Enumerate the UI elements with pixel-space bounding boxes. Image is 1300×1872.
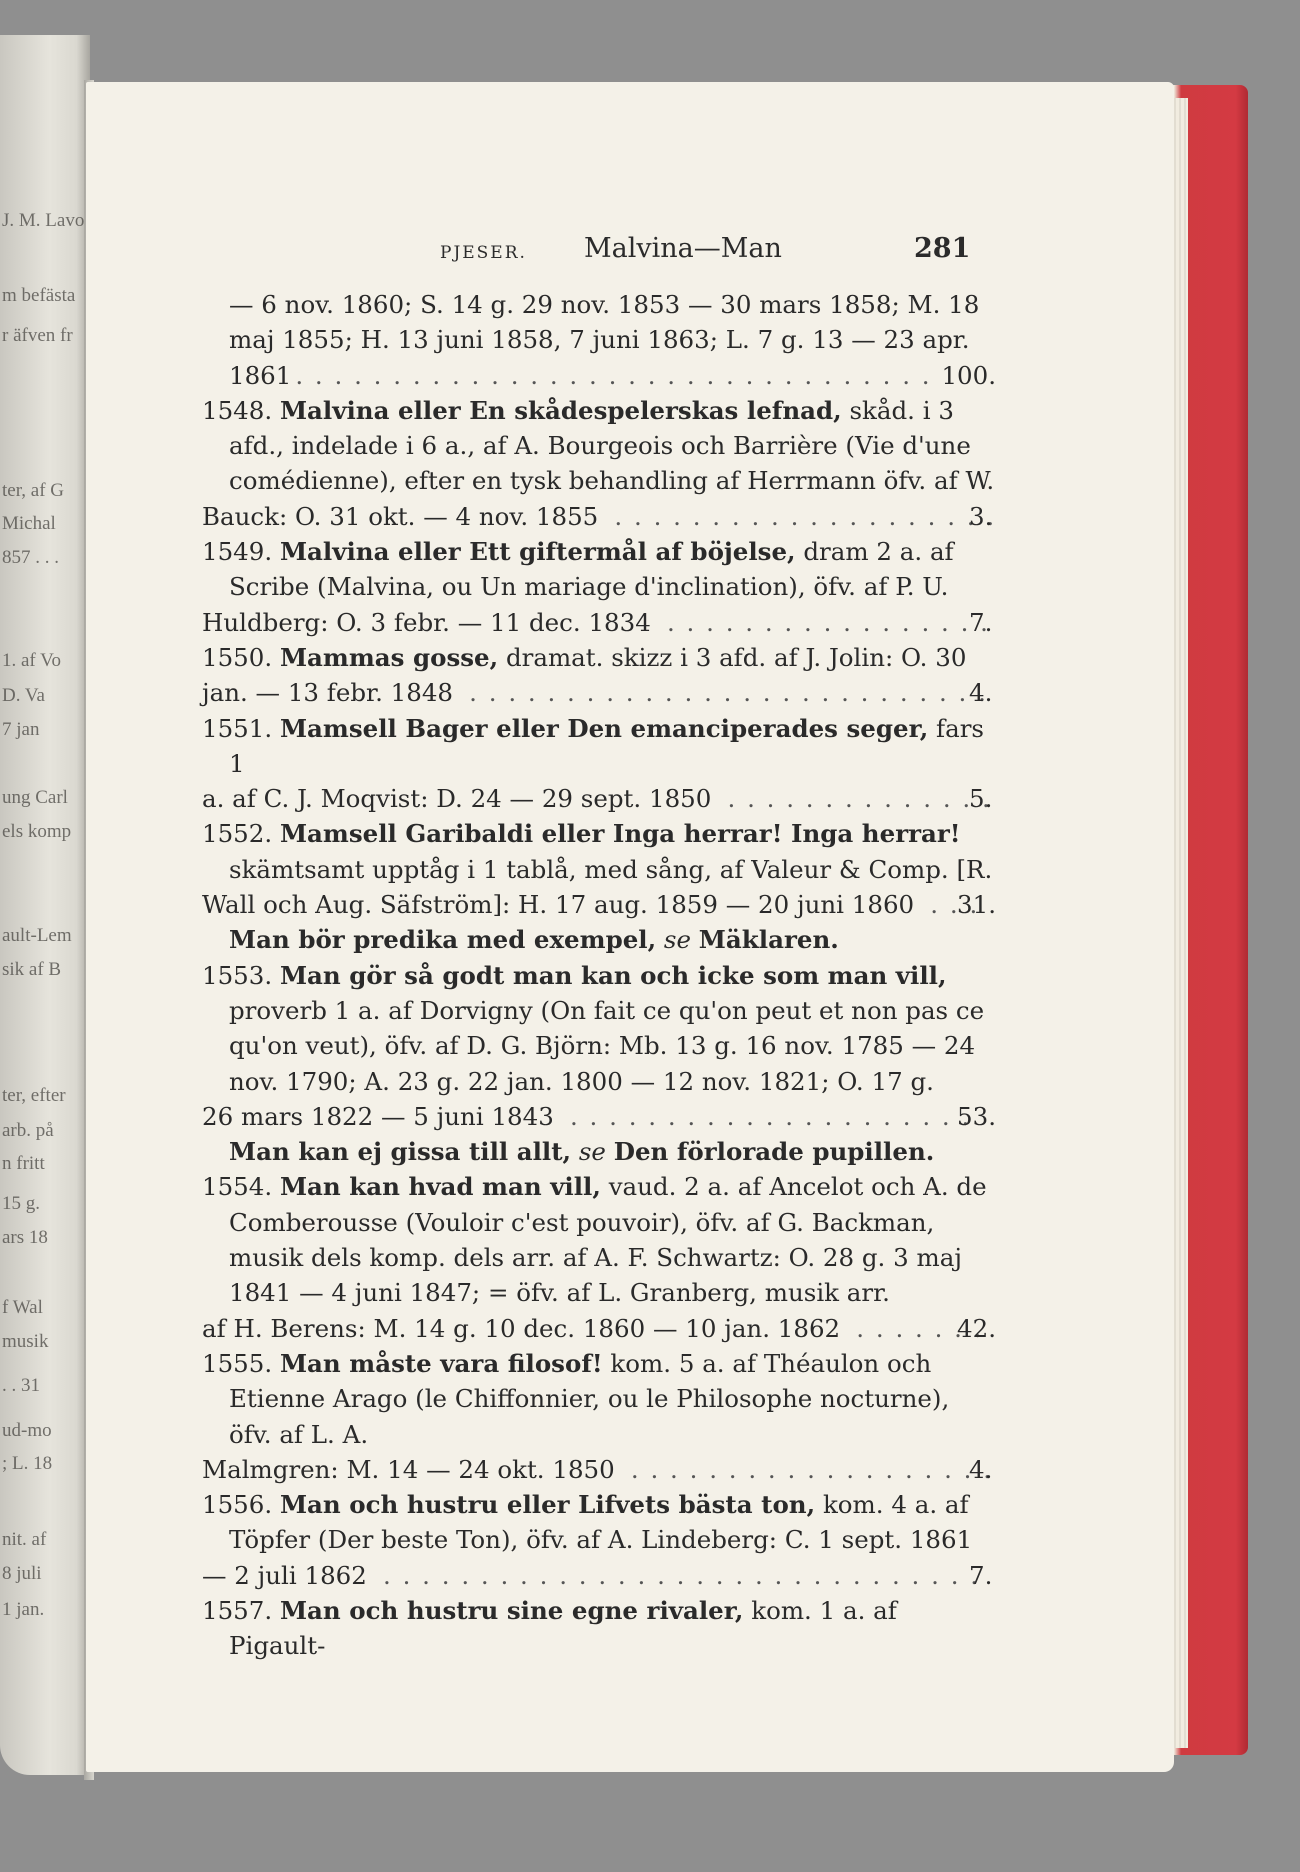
left-page-fragment: ; L. 18 [2, 1453, 53, 1474]
left-page-fragment: arb. på [2, 1120, 54, 1141]
see-title: Man kan ej gissa till allt, [229, 1137, 572, 1167]
left-page-fragment: ars 18 [2, 1227, 48, 1248]
entry-last-line: Huldberg: O. 3 febr. — 11 dec. 1834 [202, 607, 651, 637]
entry-title: Mamsell Garibaldi eller Inga herrar! Inga herrar! [279, 819, 961, 849]
entry-number: 1555. [202, 1348, 273, 1378]
cross-reference [202, 1134, 996, 1169]
left-page-fragment: 1. af Vo [2, 650, 61, 671]
entry-last-line: Wall och Aug. Säfström]: H. 17 aug. 1859 — 20 juni 1860 [202, 890, 915, 920]
left-page-fragment: ter, af G [2, 480, 65, 501]
entry-last-line: Malmgren: M. 14 — 24 okt. 1850 [202, 1454, 615, 1484]
leader-line [202, 887, 996, 922]
left-page-fragment: Michal [2, 513, 56, 534]
entry-1557 [202, 1593, 996, 1664]
leader-line: jan. — 13 febr. 1848 . . . 4. [229, 675, 996, 710]
performance-count: 53. [957, 1101, 996, 1131]
left-page-fragment: . . 31 [2, 1375, 40, 1396]
entry-1548 [202, 393, 996, 534]
left-page-fragment: ud-mo [2, 1420, 52, 1441]
entry-title: Man gör så godt man kan och icke som man vill, [279, 960, 947, 990]
entry-title: Mammas gosse, [279, 642, 499, 672]
leader-line [202, 1099, 996, 1134]
entry-body: skämtsamt upptåg i 1 tablå, med sång, af Valeur & Comp. [R. [229, 854, 993, 884]
left-page-fragment: 1 jan. [2, 1599, 45, 1620]
left-page-fragment: J. M. Lavo [2, 210, 85, 231]
entry-1549 [202, 534, 996, 640]
entry-number: 1553. [202, 960, 273, 990]
entry-number: 1556. [202, 1490, 273, 1520]
left-page-fragment: m befästa [2, 285, 76, 306]
running-header [0, 233, 1300, 267]
left-page-fragment: ault-Lem [2, 925, 72, 946]
entry-title: Man måste vara filosof! [279, 1348, 603, 1378]
dot-leader [371, 1558, 992, 1593]
see-target: Den förlorade pupillen. [613, 1137, 935, 1167]
entry-number: 1551. [202, 713, 273, 743]
leader-line: Huldberg: O. 3 febr. — 11 dec. 1834 . . . 7. [229, 605, 996, 640]
entry-last-line: a. af C. J. Moqvist: D. 24 — 29 sept. 1850 [202, 784, 712, 814]
entry-title: Man och hustru sine egne rivaler, [279, 1595, 744, 1625]
left-page-edge [0, 35, 90, 1775]
entry-list [202, 287, 996, 1664]
left-page-fragment: sik af B [2, 959, 62, 980]
entry-number: 1557. [202, 1595, 273, 1625]
entry-last-line: jan. — 13 febr. 1848 [202, 678, 454, 708]
entry-body: kom. 1 a. af Pigault- [229, 1595, 897, 1661]
entry-title: Malvina eller Ett giftermål af böjelse, [279, 537, 796, 567]
entry-last-line: 26 mars 1822 — 5 juni 1843 [202, 1101, 554, 1131]
entry-last-line: Bauck: O. 31 okt. — 4 nov. 1855 [202, 501, 599, 531]
dot-leader [602, 499, 992, 534]
entry-number: 1554. [202, 1172, 273, 1202]
dot-leader [715, 781, 992, 816]
left-page-fragment: n fritt [2, 1153, 45, 1174]
entry-title: Mamsell Bager eller Den emanciperades seger, [279, 713, 929, 743]
entry-body: dram 2 a. af Scribe (Malvina, ou Un mariage d'inclination), öfv. af P. U. [229, 537, 954, 602]
left-page-fragment: els komp [2, 821, 72, 842]
header-title: Malvina—Man [584, 233, 782, 264]
see-target: Mäklaren. [698, 925, 839, 955]
entry-body: kom. 4 a. af Töpfer (Der beste Ton), öfv. af A. Lindeberg: C. 1 sept. 1861 [229, 1490, 973, 1555]
left-page-fragment: 15 g. [2, 1193, 40, 1214]
entry-body: kom. 5 a. af Théaulon och Etienne Arago (le Chiffonnier, ou le Philosophe nocturne), öfv. af L. A. [229, 1348, 950, 1449]
dot-leader [558, 1099, 980, 1134]
left-page-fragment: 8 juli [2, 1563, 42, 1584]
see-word: se [663, 925, 691, 955]
leader-line: Malmgren: M. 14 — 24 okt. 1850 . . . 4. [229, 1452, 996, 1487]
left-page-fragment: f Wal [2, 1297, 43, 1318]
dot-leader [619, 1452, 992, 1487]
entry-body: vaud. 2 a. af Ancelot och A. de Comberousse (Vouloir c'est pouvoir), öfv. af G. Backman, musik dels komp. dels arr. af A. F. Schwartz: O. 28 g. 3 maj 1841 — 4 juni 1847; = öfv. af L. Granberg, musik arr. [229, 1172, 987, 1308]
page-number: 281 [914, 233, 971, 264]
left-page-fragment: 7 jan [2, 719, 40, 740]
entry-title: Man och hustru eller Lifvets bästa ton, [279, 1490, 816, 1520]
left-page-fragment: musik [2, 1331, 49, 1352]
dot-leader [457, 675, 992, 710]
entry-body: — 6 nov. 1860; S. 14 g. 29 nov. 1853 — 30 mars 1858; M. 18 maj 1855; H. 13 juni 1858, 7 juni 1863; L. 7 g. 13 — 23 apr. [229, 290, 980, 355]
leader-line: — 2 juli 1862 . . . 7. [229, 1558, 996, 1593]
performance-count: 42. [957, 1313, 996, 1343]
entry-1555 [202, 1346, 996, 1487]
entry-body: skåd. i 3 afd., indelade i 6 a., af A. Bourgeois och Barrière (Vie d'une comédienne), efter en tysk behandling af Herrmann öfv. af W. [229, 395, 995, 496]
entry-title: Malvina eller En skådespelerskas lefnad, [279, 395, 842, 425]
entry-number: 1548. [202, 395, 273, 425]
entry-1551 [202, 711, 996, 817]
entry-number: 1550. [202, 642, 273, 672]
entry-1552 [202, 816, 996, 922]
entry-body: dramat. skizz i 3 afd. af J. Jolin: O. 30 [505, 642, 967, 672]
entry-title: Man kan hvad man vill, [279, 1172, 601, 1202]
leader-line [229, 358, 996, 393]
left-page-fragment: ter, efter [2, 1085, 66, 1106]
entry-last-line: 1861 [229, 360, 292, 390]
entry-1550 [202, 640, 996, 711]
dot-leader [295, 358, 937, 393]
entry-1553 [202, 958, 996, 1134]
entry-1554 [202, 1169, 996, 1345]
entry-body: proverb 1 a. af Dorvigny (On fait ce qu'on peut et non pas ce qu'on veut), öfv. af D. G. Björn: Mb. 13 g. 16 nov. 1785 — 24 nov. 1790; A. 23 g. 22 jan. 1800 — 12 nov. 1821; O. 17 g. [229, 995, 985, 1096]
left-page-fragment: nit. af [2, 1529, 47, 1550]
header-label: PJESER. [440, 243, 527, 263]
continued-entry [202, 287, 996, 393]
left-page-fragment: D. Va [2, 685, 45, 706]
entry-number: 1552. [202, 819, 273, 849]
performance-count: 100. [941, 360, 996, 390]
cross-reference [202, 922, 996, 957]
performance-count: 31. [957, 890, 996, 920]
leader-line [202, 1311, 996, 1346]
see-word: se [578, 1137, 606, 1167]
entry-last-line: — 2 juli 1862 [202, 1560, 367, 1590]
entry-last-line: af H. Berens: M. 14 g. 10 dec. 1860 — 10 jan. 1862 [202, 1313, 841, 1343]
left-page-fragment: 857 . . . [2, 547, 59, 568]
entry-1556 [202, 1487, 996, 1593]
see-title: Man bör predika med exempel, [229, 925, 657, 955]
leader-line: Bauck: O. 31 okt. — 4 nov. 1855 . . . 3. [229, 499, 996, 534]
dot-leader [655, 605, 992, 640]
left-page-fragment: r äfven fr [2, 325, 73, 346]
entry-body: fars 1 [229, 713, 985, 778]
left-page-fragment: ung Carl [2, 787, 68, 808]
leader-line: a. af C. J. Moqvist: D. 24 — 29 sept. 1850 . . . 5. [229, 781, 996, 816]
entry-number: 1549. [202, 537, 273, 567]
